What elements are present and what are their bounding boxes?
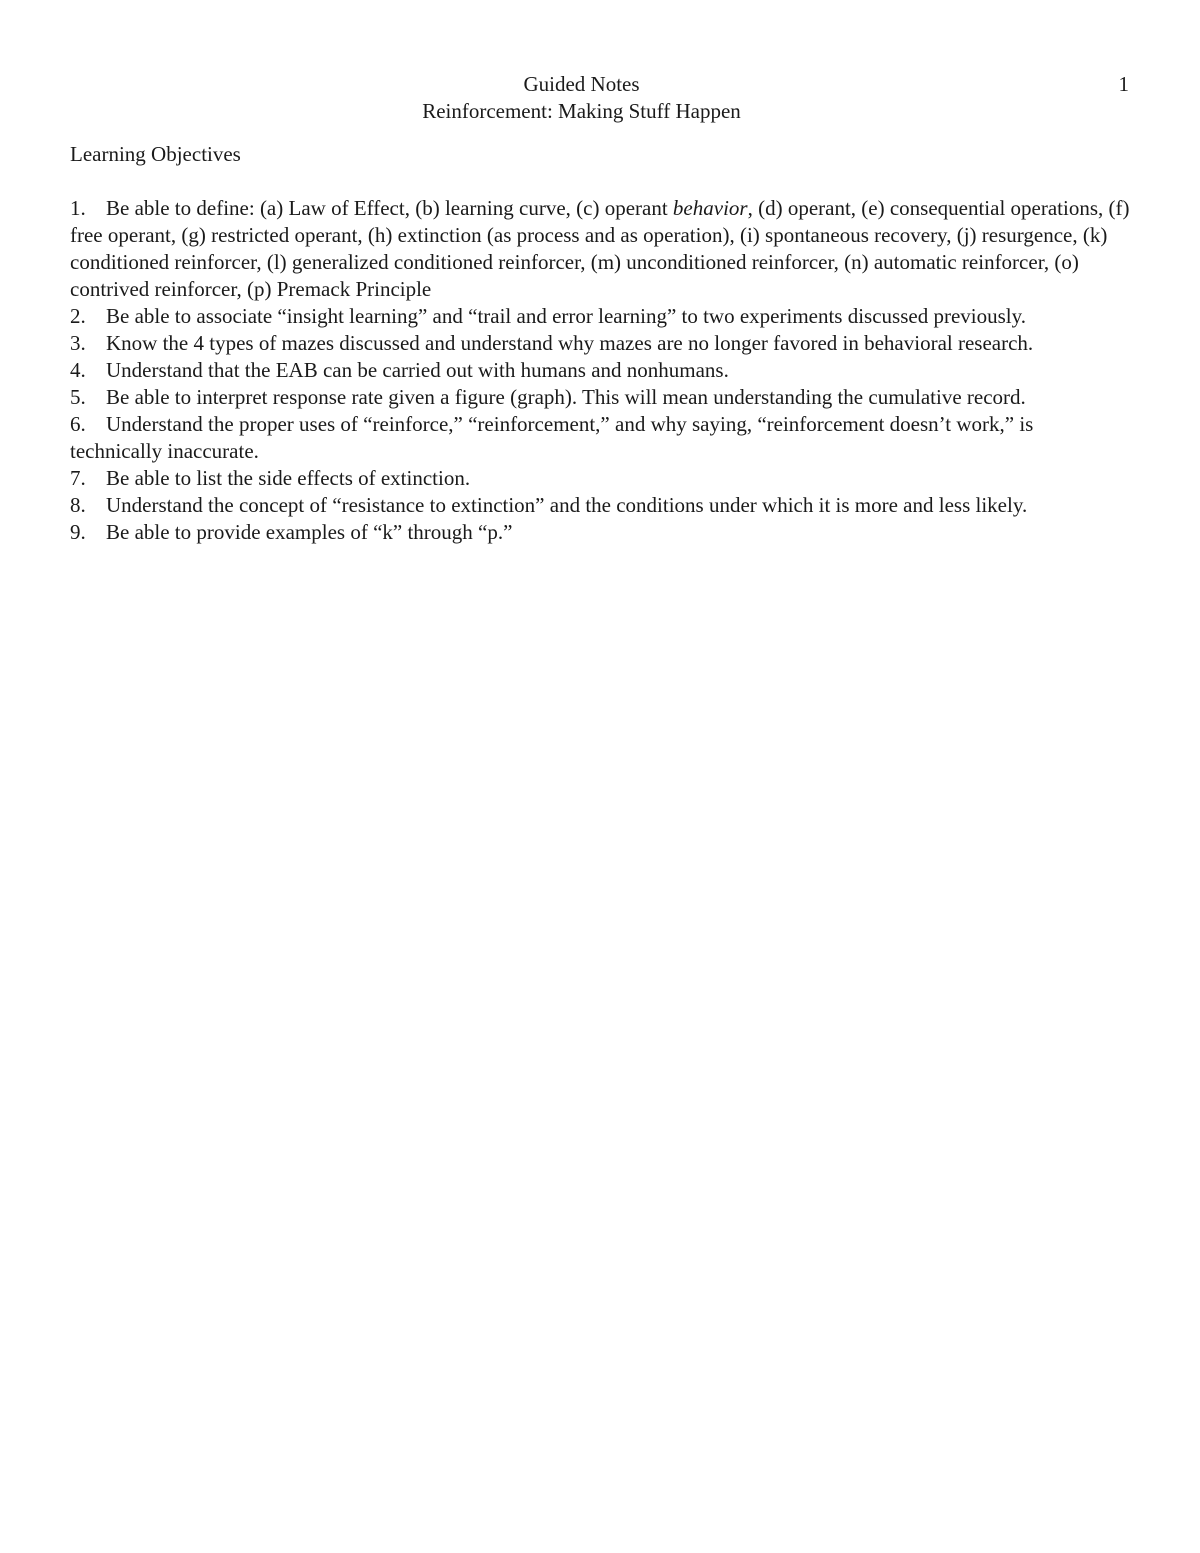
page-number: 1 [1118, 72, 1129, 96]
document-title: Guided Notes [523, 72, 640, 96]
objective-item [70, 357, 1130, 384]
objective-text-end: , (d) operant, (e) consequential operations, (f) free operant, (g) restricted operant, (h) extinction (as process and as operation), (i) spontaneous recovery, (j) resurgence, (k) conditioned reinforcer, (l) generalized conditioned reinforcer, (m) unconditioned reinforcer, (n) automatic reinforcer, (o) contrived reinforcer, (p) Premack Principle [70, 196, 1130, 301]
objective-item [70, 303, 1130, 330]
document-header [0, 71, 1163, 125]
objective-text: Be able to associate “insight learning” and “trail and error learning” to two experiments discussed previously. [106, 304, 1027, 328]
document-subtitle: Reinforcement: Making Stuff Happen [422, 99, 741, 123]
objective-text: Know the 4 types of mazes discussed and understand why mazes are no longer favored in behavioral research. [106, 331, 1034, 355]
objective-number: 6. [70, 412, 86, 436]
objective-number: 9. [70, 520, 86, 544]
objective-item [70, 330, 1130, 357]
objective-item [70, 411, 1130, 465]
objective-item [70, 492, 1130, 519]
objective-text: Be able to interpret response rate given a figure (graph). This will mean understanding the cumulative record. [106, 385, 1026, 409]
objectives-list [70, 195, 1130, 546]
objective-text: Understand the concept of “resistance to extinction” and the conditions under which it is more and less likely. [106, 493, 1028, 517]
objective-item [70, 519, 1130, 546]
section-heading: Learning Objectives [70, 142, 241, 166]
objective-number: 1. [70, 196, 86, 220]
objective-text: Understand that the EAB can be carried out with humans and nonhumans. [106, 358, 729, 382]
objective-item [70, 465, 1130, 492]
objective-number: 3. [70, 331, 86, 355]
objective-text-start: Be able to define: (a) Law of Effect, (b) learning curve, (c) operant [106, 196, 673, 220]
objective-number: 7. [70, 466, 86, 490]
objective-text-italic: behavior [672, 196, 748, 220]
objective-item [70, 384, 1130, 411]
objective-number: 5. [70, 385, 86, 409]
objective-text: Understand the proper uses of “reinforce,” “reinforcement,” and why saying, “reinforcement doesn’t work,” is technically inaccurate. [70, 412, 1034, 463]
objective-item [70, 195, 1130, 303]
objective-number: 8. [70, 493, 86, 517]
objective-number: 2. [70, 304, 86, 328]
objective-number: 4. [70, 358, 86, 382]
objective-text: Be able to list the side effects of extinction. [106, 466, 471, 490]
objective-text: Be able to provide examples of “k” through “p.” [106, 520, 513, 544]
document-body [70, 141, 1130, 546]
